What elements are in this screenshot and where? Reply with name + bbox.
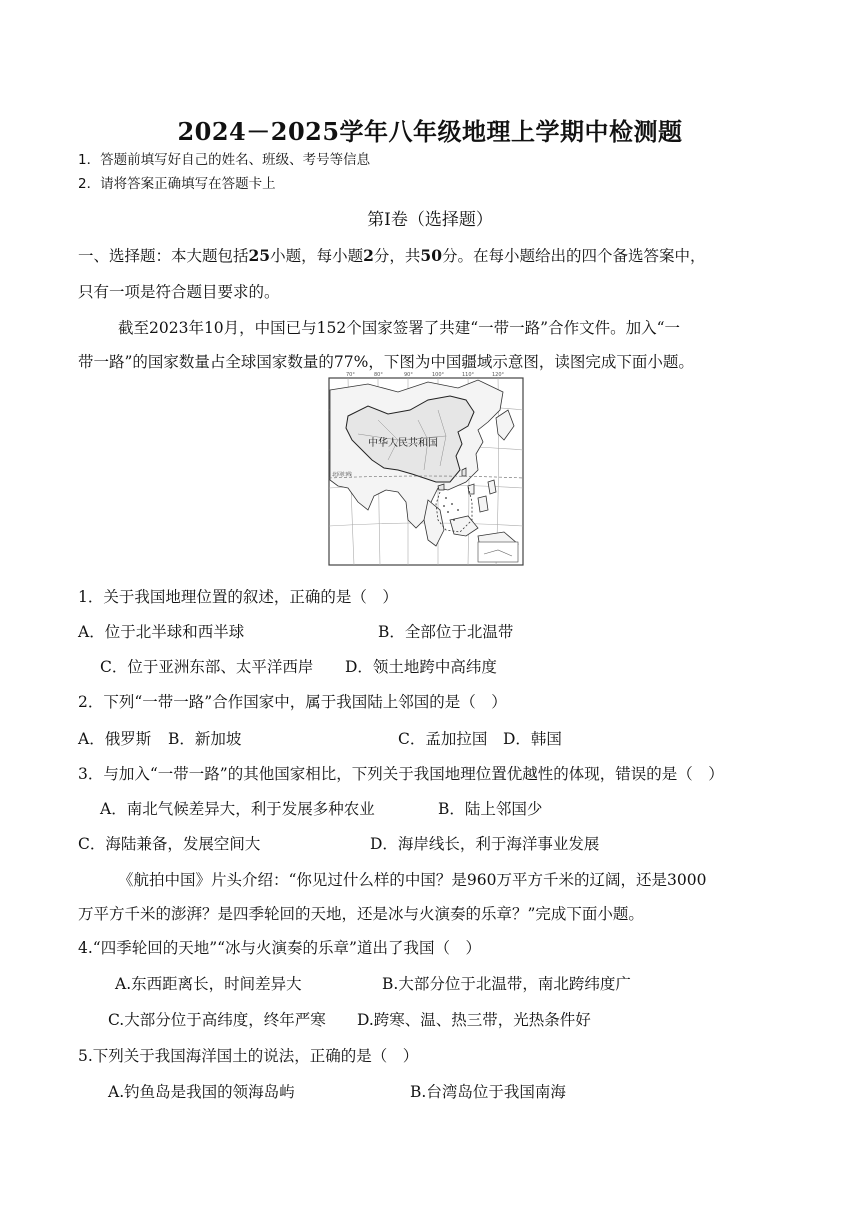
instructions-text: 分，共 (373, 247, 421, 265)
question-3-option-c: C．海陆兼备，发展空间大 (78, 835, 261, 853)
question-2-option-a: A．俄罗斯 (78, 730, 152, 748)
passage-2-line-1: 《航拍中国》片头介绍：“你见过什么样的中国？是960万平方千米的辽阔，还是3000 (118, 871, 707, 889)
question-1-option-c: C．位于亚洲东部、太平洋西岸 (100, 658, 314, 676)
question-count: 25 (248, 246, 271, 265)
question-5-stem: 5.下列关于我国海洋国土的说法，正确的是（ ） (78, 1047, 419, 1065)
note-1: 1．答题前填写好自己的姓名、班级、考号等信息 (78, 152, 371, 168)
instructions-line-1 (78, 244, 706, 266)
lon-label: 100° (432, 372, 445, 378)
lon-label: 80° (374, 372, 383, 378)
total-points: 50 (420, 246, 442, 265)
instructions-text: 小题，每小题 (270, 247, 364, 265)
question-2-option-c: C．孟加拉国 (398, 730, 488, 748)
question-2-stem: 2．下列“一带一路”合作国家中，属于我国陆上邻国的是（ ） (78, 693, 507, 711)
question-5-option-a: A.钓鱼岛是我国的领海岛屿 (108, 1083, 295, 1101)
question-1-option-a: A．位于北半球和西半球 (78, 623, 245, 641)
lon-label: 110° (462, 372, 475, 378)
question-2-option-b: B．新加坡 (168, 730, 242, 748)
instructions-text: 一、选择题：本大题包括 (78, 247, 249, 265)
question-4-option-a: A.东西距离长，时间差异大 (115, 975, 302, 993)
question-3-option-b: B．陆上邻国少 (438, 800, 543, 818)
china-territory-map (328, 370, 524, 566)
note-2: 2．请将答案正确填写在答题卡上 (78, 176, 276, 192)
question-3-stem: 3．与加入“一带一路”的其他国家相比，下列关于我国地理位置优越性的体现，错误的是（ ） (78, 765, 724, 783)
page-title: 2024－2025学年八年级地理上学期中检测题 (177, 117, 683, 146)
question-1-option-d: D．领土地跨中高纬度 (345, 658, 497, 676)
passage-1-line-1: 截至2023年10月，中国已与152个国家签署了共建“一带一路”合作文件。加入“一 (118, 319, 681, 337)
question-5-option-b: B.台湾岛位于我国南海 (410, 1083, 566, 1101)
section-title: 第I卷（选择题） (367, 210, 493, 230)
question-4-option-d: D.跨寒、温、热三带，光热条件好 (357, 1011, 591, 1029)
lon-label: 70° (346, 372, 355, 378)
question-4-option-c: C.大部分位于高纬度，终年严寒 (108, 1011, 326, 1029)
question-2-option-d: D．韩国 (503, 730, 562, 748)
instructions-text: 分。在每小题给出的四个备选答案中， (442, 247, 706, 265)
question-4-option-b: B.大部分位于北温带，南北跨纬度广 (382, 975, 631, 993)
lon-label: 90° (404, 372, 413, 378)
question-4-stem: 4.“四季轮回的天地”“冰与火演奏的乐章”道出了我国（ ） (78, 939, 481, 957)
lon-label: 120° (492, 372, 505, 378)
question-3-option-d: D．海岸线长，利于海洋事业发展 (370, 835, 600, 853)
question-1-stem: 1．关于我国地理位置的叙述，正确的是（ ） (78, 588, 398, 606)
passage-2-line-2: 万平方千米的澎湃？是四季轮回的天地，还是冰与火演奏的乐章？”完成下面小题。 (78, 905, 644, 923)
map-figure (328, 370, 524, 566)
tropic-label: 北回归线 (332, 472, 353, 478)
question-3-option-a: A．南北气候差异大，利于发展多种农业 (100, 800, 375, 818)
points-per-question: 2 (363, 246, 374, 265)
question-1-option-b: B．全部位于北温带 (378, 623, 514, 641)
instructions-line-2: 只有一项是符合题目要求的。 (78, 283, 280, 301)
passage-1-line-2: 带一路”的国家数量占全球国家数量的77%，下图为中国疆域示意图，读图完成下面小题。 (78, 353, 694, 371)
map-country-label: 中华人民共和国 (368, 438, 438, 449)
